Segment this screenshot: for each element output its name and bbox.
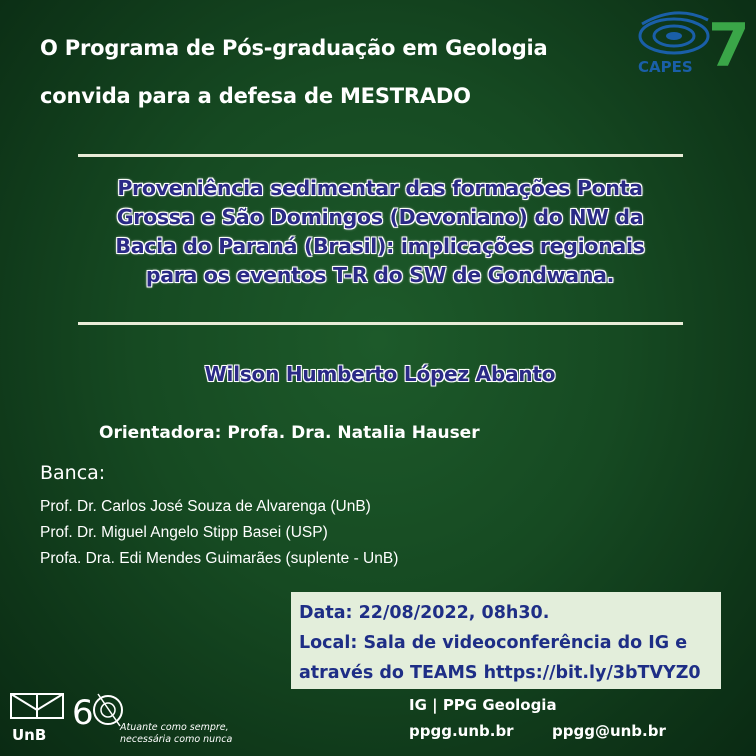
- header-line-2: convida para a defesa de MESTRADO: [40, 84, 471, 108]
- divider-bottom: [78, 322, 683, 325]
- thesis-title-line: para os eventos T-R do SW de Gondwana.: [145, 263, 615, 287]
- banca-label: Banca:: [40, 462, 106, 484]
- event-date: Data: 22/08/2022, 08h30.: [299, 603, 550, 623]
- thesis-title-line: Bacia do Paraná (Brasil): implicações regionais: [115, 234, 645, 258]
- unb-label: UnB: [12, 726, 47, 744]
- event-location: Local: Sala de videoconferência do IG e: [299, 633, 688, 653]
- svg-text:6: 6: [72, 693, 94, 733]
- advisor: Orientadora: Profa. Dra. Natalia Hauser: [99, 423, 480, 443]
- thesis-title: [40, 174, 720, 290]
- footer-program: IG | PPG Geologia: [409, 696, 557, 714]
- header-line-1: O Programa de Pós-graduação em Geologia: [40, 36, 548, 60]
- capes-grade: 7: [708, 11, 750, 74]
- slogan-line: necessária como nunca: [120, 734, 233, 745]
- capes-logo: [636, 6, 750, 74]
- divider-top: [78, 154, 683, 157]
- banca-member: Profa. Dra. Edi Mendes Guimarães (suplente - UnB): [40, 550, 399, 567]
- footer-website-link[interactable]: ppgg.unb.br: [409, 722, 514, 740]
- thesis-title-line: Grossa e São Domingos (Devoniano) do NW da: [116, 205, 644, 229]
- capes-label: CAPES: [638, 58, 693, 74]
- footer-email-link[interactable]: ppgg@unb.br: [552, 722, 666, 740]
- slogan-line: Atuante como sempre,: [120, 722, 229, 733]
- slogan: [120, 722, 232, 746]
- event-info-box: [291, 592, 721, 689]
- candidate-name: Wilson Humberto López Abanto: [204, 362, 556, 386]
- banca-member: Prof. Dr. Carlos José Souza de Alvarenga (UnB): [40, 498, 371, 515]
- banca-member: Prof. Dr. Miguel Angelo Stipp Basei (USP): [40, 524, 328, 541]
- thesis-title-line: Proveniência sedimentar das formações Ponta: [117, 176, 643, 200]
- event-location-link[interactable]: através do TEAMS https://bit.ly/3bTVYZ0: [299, 663, 701, 683]
